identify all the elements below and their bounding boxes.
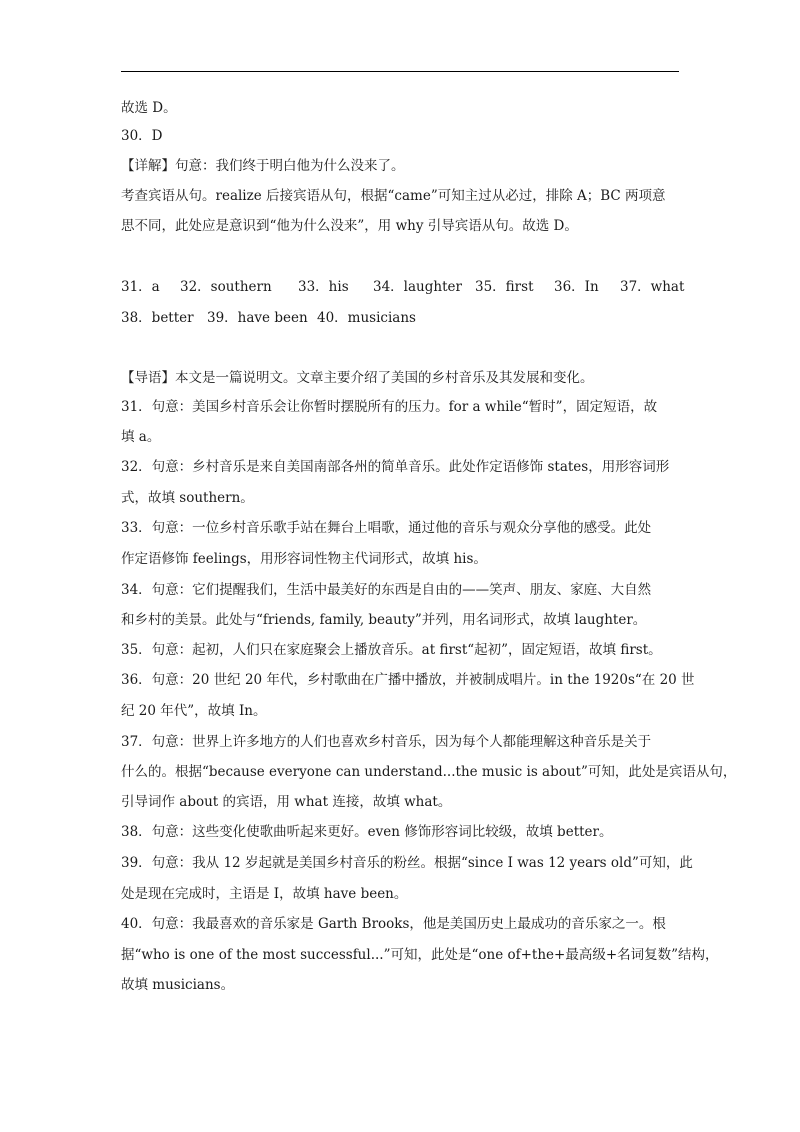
answer-row <box>121 277 684 297</box>
explanation-line: 37．句意：世界上许多地方的人们也喜欢乡村音乐，因为每个人都能理解这种音乐是关于 <box>121 734 652 750</box>
answer-item: 39．have been <box>207 310 308 326</box>
explanation-line: 36．句意：20 世纪 20 年代，乡村歌曲在广播中播放，并被制成唱片。in the 1920s“在 20 世 <box>121 672 695 688</box>
explanation-line: 38．句意：这些变化使歌曲听起来更好。even 修饰形容词比较级，故填 better。 <box>121 824 613 840</box>
explanation-line: 据“who is one of the most successful...”可知，此处是“one of+the+最高级+名词复数”结构， <box>121 947 719 963</box>
answer-item: 38．better <box>121 310 194 326</box>
answer-number: 30．D <box>121 128 163 144</box>
answer-item: 34．laughter <box>373 279 462 295</box>
answer-item: 32．southern <box>180 279 272 295</box>
explanation-line: 什么的。根据“because everyone can understand...the music is about”可知，此处是宾语从句， <box>121 764 737 780</box>
explanation-line: 33．句意：一位乡村音乐歌手站在舞台上唱歌，通过他的音乐与观众分享他的感受。此处 <box>121 520 652 536</box>
answer-item: 36．In <box>554 279 599 295</box>
text-line: 考查宾语从句。realize 后接宾语从句，根据“came”可知主过从必过，排除 A；BC 两项意 <box>121 188 666 204</box>
explanation-line: 引导词作 about 的宾语，用 what 连接，故填 what。 <box>121 794 452 810</box>
explanation-line: 处是现在完成时，主语是 I，故填 have been。 <box>121 886 408 902</box>
explanation-line: 纪 20 年代”，故填 In。 <box>121 703 267 719</box>
explanation-line: 故填 musicians。 <box>121 977 235 993</box>
explanation-line: 式，故填 southern。 <box>121 490 254 506</box>
answer-item: 35．first <box>475 279 534 295</box>
detail-heading: 【详解】句意：我们终于明白他为什么没来了。 <box>121 158 405 174</box>
answer-item: 31．a <box>121 279 160 295</box>
guide-heading: 【导语】本文是一篇说明文。文章主要介绍了美国的乡村音乐及其发展和变化。 <box>121 370 594 386</box>
explanation-line: 作定语修饰 feelings，用形容词性物主代词形式，故填 his。 <box>121 551 487 567</box>
text-line: 思不同，此处应是意识到“他为什么没来”，用 why 引导宾语从句。故选 D。 <box>121 218 578 234</box>
explanation-line: 34．句意：它们提醒我们，生活中最美好的东西是自由的——笑声、朋友、家庭、大自然 <box>121 582 652 598</box>
explanation-line: 40．句意：我最喜欢的音乐家是 Garth Brooks，他是美国历史上最成功的音乐家之一。根 <box>121 916 666 932</box>
answer-item: 37．what <box>620 279 685 295</box>
explanation-line: 35．句意：起初，人们只在家庭聚会上播放音乐。at first“起初”，固定短语，故填 first。 <box>121 642 662 658</box>
explanation-line: 32．句意：乡村音乐是来自美国南部各州的简单音乐。此处作定语修饰 states，用形容词形 <box>121 459 670 475</box>
explanation-line: 31．句意：美国乡村音乐会让你暂时摆脱所有的压力。for a while“暂时”，固定短语，故 <box>121 399 658 415</box>
header-rule <box>121 71 679 72</box>
answer-row <box>121 308 416 328</box>
explanation-line: 填 a。 <box>121 429 161 445</box>
answer-item: 33．his <box>298 279 349 295</box>
answer-item: 40．musicians <box>317 310 416 326</box>
text-line: 故选 D。 <box>121 100 177 116</box>
explanation-line: 39．句意：我从 12 岁起就是美国乡村音乐的粉丝。根据“since I was 12 years old”可知，此 <box>121 855 693 871</box>
explanation-line: 和乡村的美景。此处与“friends, family, beauty”并列，用名词形式，故填 laughter。 <box>121 612 647 628</box>
